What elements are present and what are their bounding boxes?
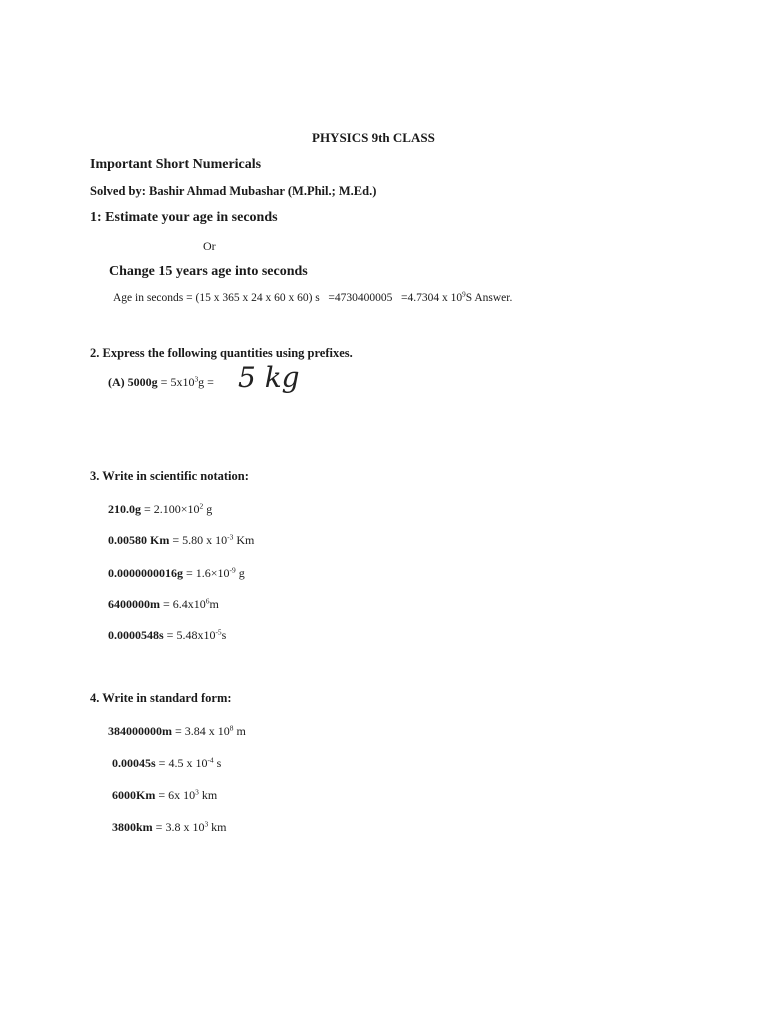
q1-answer-exp: 9	[462, 290, 466, 299]
q1-answer-tail: S Answer.	[465, 292, 513, 304]
q3-question: 3. Write in scientific notation:	[90, 469, 249, 483]
q1-question: 1: Estimate your age in seconds	[90, 210, 278, 225]
q4-item-lhs: 0.00045s	[112, 756, 156, 770]
q3-item-rhs: = 5.48x10	[163, 628, 216, 642]
q4-item-lhs: 3800km	[112, 820, 153, 834]
q4-item-lhs: 384000000m	[108, 724, 172, 738]
q4-item-rhs: = 3.8 x 10	[152, 820, 205, 834]
q4-item-rhs: = 6x 10	[155, 788, 196, 802]
q4-item-exp: 3	[195, 787, 199, 797]
q4-item	[108, 725, 246, 737]
q2-a-exp: 3	[194, 374, 199, 384]
q3-item-exp: 2	[199, 501, 204, 511]
q3-item-lhs: 210.0g	[108, 502, 141, 516]
q3-item-lhs: 0.0000000016g	[108, 566, 183, 580]
q1-answer-result2-base: =4.7304 x 10	[401, 292, 463, 304]
q4-item-exp: 8	[229, 723, 234, 733]
q3-item-rhs: = 5.80 x 10	[169, 533, 228, 547]
q3-item-unit: m	[209, 597, 219, 611]
q1-answer	[113, 290, 513, 305]
q2-question: 2. Express the following quantities using prefixes.	[90, 346, 353, 360]
q4-item	[112, 821, 227, 833]
q3-item-exp: 6	[205, 596, 210, 606]
q3-item	[108, 629, 226, 641]
q3-item	[108, 598, 219, 610]
q2-a-lhs: (A) 5000g	[108, 375, 158, 389]
q2-a-rhs-base: = 5x10	[157, 375, 195, 389]
q4-question: 4. Write in standard form:	[90, 691, 232, 705]
q3-item-exp: -9	[229, 565, 236, 575]
author-line: Solved by: Bashir Ahmad Mubashar (M.Phil.; M.Ed.)	[90, 184, 377, 198]
q4-item	[112, 757, 221, 769]
q3-item-rhs: = 1.6×10	[183, 566, 230, 580]
doc-title: PHYSICS 9th CLASS	[312, 130, 435, 145]
q1-answer-result1: =4730400005	[328, 292, 393, 304]
q3-item	[108, 503, 212, 515]
q3-item-unit: g	[203, 502, 213, 516]
q3-item	[108, 567, 245, 579]
q4-item-unit: s	[213, 756, 222, 770]
q4-item-lhs: 6000Km	[112, 788, 156, 802]
q1-or: Or	[203, 239, 216, 253]
q3-item-unit: Km	[233, 533, 255, 547]
q3-item-exp: -5	[215, 627, 222, 637]
q3-item-lhs: 6400000m	[108, 597, 160, 611]
q1-answer-prefix: Age in seconds = (15 x 365 x 24 x 60 x 60) s	[113, 292, 320, 304]
q4-item-rhs: = 3.84 x 10	[172, 724, 230, 738]
q3-item	[108, 534, 254, 546]
q3-item-unit: g	[235, 566, 245, 580]
q4-item-exp: 3	[204, 819, 209, 829]
q4-item-unit: km	[208, 820, 227, 834]
doc-subtitle: Important Short Numericals	[90, 157, 262, 172]
handwritten-answer: 5 kg	[238, 361, 300, 394]
q3-item-rhs: = 2.100×10	[141, 502, 200, 516]
q4-item	[112, 789, 217, 801]
q3-item-lhs: 0.00580 Km	[108, 533, 170, 547]
q4-item-rhs: = 4.5 x 10	[155, 756, 208, 770]
q2-item-a	[108, 376, 214, 388]
q3-item-lhs: 0.0000548s	[108, 628, 164, 642]
q3-item-rhs: = 6.4x10	[160, 597, 206, 611]
q4-item-unit: m	[233, 724, 246, 738]
q4-item-unit: km	[198, 788, 218, 802]
q1-alt-question: Change 15 years age into seconds	[109, 264, 308, 279]
q2-a-tail: g =	[198, 375, 214, 389]
q3-item-exp: -3	[227, 532, 234, 542]
q4-item-exp: -4	[207, 755, 214, 765]
q3-item-unit: s	[221, 628, 227, 642]
